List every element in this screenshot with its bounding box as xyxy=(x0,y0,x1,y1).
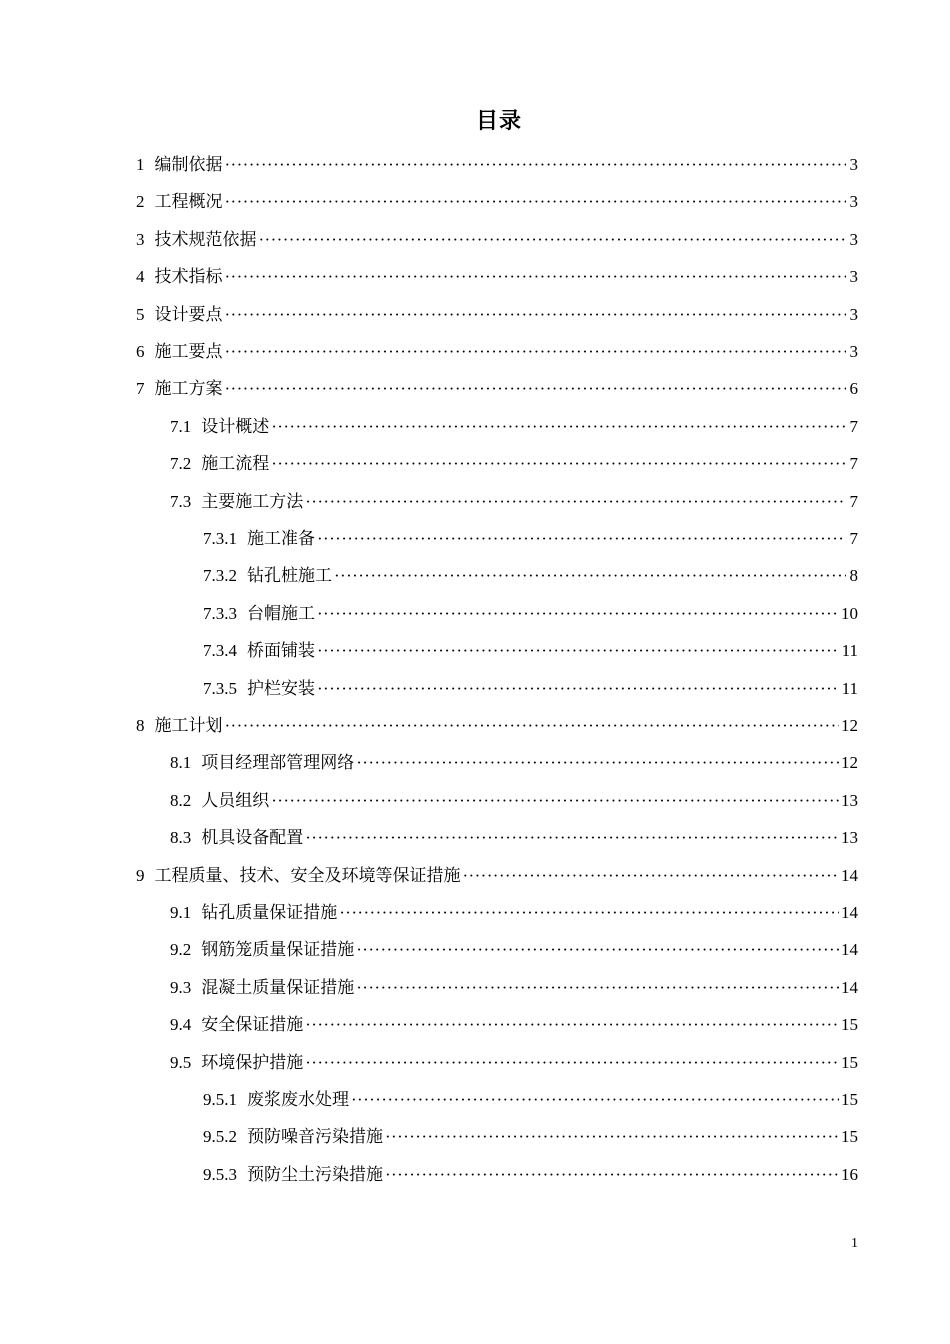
toc-entry-text: 施工计划 xyxy=(154,716,223,735)
toc-entry-page: 14 xyxy=(841,903,858,922)
toc-entry[interactable] xyxy=(170,786,858,816)
toc-entry-page: 6 xyxy=(849,379,858,399)
toc-leader-dots xyxy=(385,1160,839,1190)
toc-entry[interactable] xyxy=(136,262,858,292)
toc-entry-text: 安全保证措施 xyxy=(201,1015,304,1035)
toc-entry-number: 7.1 xyxy=(170,416,192,436)
toc-leader-dots xyxy=(225,337,847,367)
toc-entry-page: 14 xyxy=(841,865,858,885)
toc-entry-page: 10 xyxy=(841,603,858,623)
toc-entry-page: 13 xyxy=(841,790,858,810)
toc-entry-number: 9.1 xyxy=(170,903,192,922)
toc-entry-text: 环境保护措施 xyxy=(201,1052,304,1072)
toc-entry[interactable] xyxy=(203,674,858,704)
toc-entry[interactable] xyxy=(136,861,858,891)
toc-entry-text: 废浆废水处理 xyxy=(247,1090,349,1109)
toc-leader-dots xyxy=(271,449,846,479)
toc-entry-page: 7 xyxy=(849,529,858,548)
toc-entry-number: 9.5.2 xyxy=(203,1127,237,1147)
toc-leader-dots xyxy=(463,861,840,891)
toc-entry-number: 5 xyxy=(136,304,145,324)
toc-entry-number: 7.3.4 xyxy=(203,641,237,661)
toc-entry-number: 7.3 xyxy=(170,491,192,511)
toc-entry-text: 桥面铺装 xyxy=(247,641,315,661)
toc-entry[interactable] xyxy=(170,935,858,965)
toc-entry[interactable] xyxy=(170,1010,858,1040)
toc-entry-number: 7.3.3 xyxy=(203,603,237,623)
toc-entry-page: 3 xyxy=(849,342,858,361)
toc-leader-dots xyxy=(271,786,839,816)
toc-entry[interactable] xyxy=(170,412,858,442)
toc-entry-number: 9.3 xyxy=(170,977,192,997)
toc-title: 目录 xyxy=(475,109,522,134)
toc-entry-number: 7.3.1 xyxy=(203,529,237,548)
toc-leader-dots xyxy=(317,599,839,629)
toc-leader-dots xyxy=(356,935,839,965)
toc-entry[interactable] xyxy=(170,823,858,853)
toc-leader-dots xyxy=(305,487,846,517)
toc-leader-dots xyxy=(317,636,840,666)
toc-entry-text: 设计要点 xyxy=(154,304,223,324)
toc-leader-dots xyxy=(385,1122,839,1152)
toc-entry-text: 施工要点 xyxy=(154,342,223,361)
toc-entry[interactable] xyxy=(170,487,858,517)
toc-leader-dots xyxy=(225,262,847,292)
toc-entry[interactable] xyxy=(203,561,858,591)
toc-entry-number: 8 xyxy=(136,716,145,735)
toc-entry-page: 3 xyxy=(849,192,858,212)
toc-entry-number: 9.5 xyxy=(170,1052,192,1072)
toc-entry-text: 人员组织 xyxy=(201,790,270,810)
toc-entry-number: 8.1 xyxy=(170,753,192,773)
toc-entry[interactable] xyxy=(170,449,858,479)
toc-entry[interactable] xyxy=(170,1048,858,1078)
toc-entry-text: 台帽施工 xyxy=(247,603,315,623)
toc-leader-dots xyxy=(271,412,846,442)
toc-leader-dots xyxy=(334,561,846,591)
toc-entry-text: 机具设备配置 xyxy=(201,828,304,848)
toc-entry-page: 15 xyxy=(841,1015,858,1035)
toc-leader-dots xyxy=(356,973,839,1003)
toc-entry-page: 15 xyxy=(841,1090,858,1109)
toc-entry-number: 7 xyxy=(136,379,145,399)
toc-entry-text: 预防噪音污染措施 xyxy=(247,1127,383,1147)
toc-entry[interactable] xyxy=(136,374,858,404)
toc-entry[interactable] xyxy=(203,1085,858,1115)
toc-entry-text: 技术规范依据 xyxy=(154,229,257,249)
toc-entry-page: 3 xyxy=(849,155,858,174)
toc-entry-number: 9.5.3 xyxy=(203,1164,237,1184)
toc-leader-dots xyxy=(305,1048,839,1078)
toc-entry[interactable] xyxy=(203,1160,858,1190)
toc-entry-text: 设计概述 xyxy=(201,416,270,436)
toc-leader-dots xyxy=(259,225,847,255)
toc-entry-page: 8 xyxy=(849,566,858,586)
toc-entry-text: 工程质量、技术、安全及环境等保证措施 xyxy=(154,865,461,885)
toc-entry-page: 15 xyxy=(841,1052,858,1072)
toc-entry-text: 施工流程 xyxy=(201,454,270,474)
toc-entry[interactable] xyxy=(136,300,858,330)
toc-entry-number: 9.5.1 xyxy=(203,1090,237,1109)
toc-leader-dots xyxy=(225,374,847,404)
toc-entry-text: 施工方案 xyxy=(154,379,223,399)
toc-entry-text: 护栏安装 xyxy=(247,678,315,698)
toc-entry-page: 3 xyxy=(849,304,858,324)
toc-entry[interactable] xyxy=(170,898,858,928)
toc-entry-text: 钻孔质量保证措施 xyxy=(201,903,338,922)
toc-leader-dots xyxy=(351,1085,839,1115)
toc-entry-text: 项目经理部管理网络 xyxy=(201,753,355,773)
toc-leader-dots xyxy=(356,748,839,778)
toc-leader-dots xyxy=(225,187,847,217)
toc-entry-page: 15 xyxy=(841,1127,858,1147)
toc-entry-page: 7 xyxy=(849,416,858,436)
toc-entry-page: 3 xyxy=(849,229,858,249)
toc-entry-page: 11 xyxy=(841,678,858,698)
toc-entry-page: 3 xyxy=(849,267,858,287)
toc-entry-number: 1 xyxy=(136,155,145,174)
toc-entry-number: 7.3.2 xyxy=(203,566,237,586)
toc-entry-page: 11 xyxy=(841,641,858,661)
toc-entry[interactable] xyxy=(170,973,858,1003)
toc-entry-text: 预防尘土污染措施 xyxy=(247,1164,383,1184)
toc-entry-number: 8.2 xyxy=(170,790,192,810)
toc-leader-dots xyxy=(305,823,839,853)
toc-leader-dots xyxy=(317,524,846,554)
toc-entry-number: 6 xyxy=(136,342,145,361)
toc-entry-page: 12 xyxy=(841,753,858,773)
toc-entry[interactable] xyxy=(136,225,858,255)
toc-entry-number: 9.4 xyxy=(170,1015,192,1035)
toc-entry-text: 钻孔桩施工 xyxy=(247,566,332,586)
toc-entry-text: 工程概况 xyxy=(154,192,223,212)
toc-entry-number: 8.3 xyxy=(170,828,192,848)
toc-leader-dots xyxy=(225,300,847,330)
toc-entry-number: 9.2 xyxy=(170,940,192,960)
toc-entry-text: 技术指标 xyxy=(154,267,223,287)
toc-entry-page: 14 xyxy=(841,977,858,997)
toc-entry-page: 16 xyxy=(841,1164,858,1184)
toc-entry[interactable] xyxy=(136,150,858,180)
toc-entry-text: 施工准备 xyxy=(247,529,315,548)
toc-entry-number: 9 xyxy=(136,865,145,885)
toc-entry-page: 13 xyxy=(841,828,858,848)
toc-leader-dots xyxy=(305,1010,839,1040)
toc-entry-text: 混凝土质量保证措施 xyxy=(201,977,355,997)
toc-leader-dots xyxy=(225,150,847,180)
toc-entry[interactable] xyxy=(203,599,858,629)
toc-leader-dots xyxy=(339,898,839,928)
toc-leader-dots xyxy=(317,674,840,704)
toc-entry-page: 7 xyxy=(849,454,858,474)
toc-entry-number: 2 xyxy=(136,192,145,212)
toc-entry[interactable] xyxy=(203,524,858,554)
toc-entry-text: 钢筋笼质量保证措施 xyxy=(201,940,355,960)
toc-entry[interactable] xyxy=(203,636,858,666)
toc-entry-number: 4 xyxy=(136,267,145,287)
toc-entry-number: 7.3.5 xyxy=(203,678,237,698)
toc-entry-text: 编制依据 xyxy=(154,155,223,174)
toc-entry[interactable] xyxy=(136,711,858,741)
toc-entry-number: 7.2 xyxy=(170,454,192,474)
toc-entry-number: 3 xyxy=(136,229,145,249)
toc-entry-page: 12 xyxy=(841,716,858,735)
toc-entry-page: 14 xyxy=(841,940,858,960)
toc-entry[interactable] xyxy=(203,1122,858,1152)
toc-entry[interactable] xyxy=(136,187,858,217)
toc-entry[interactable] xyxy=(136,337,858,367)
toc-leader-dots xyxy=(225,711,840,741)
toc-entry[interactable] xyxy=(170,748,858,778)
toc-entry-page: 7 xyxy=(849,491,858,511)
toc-entry-text: 主要施工方法 xyxy=(201,491,304,511)
page-number: 1 xyxy=(851,1236,858,1251)
